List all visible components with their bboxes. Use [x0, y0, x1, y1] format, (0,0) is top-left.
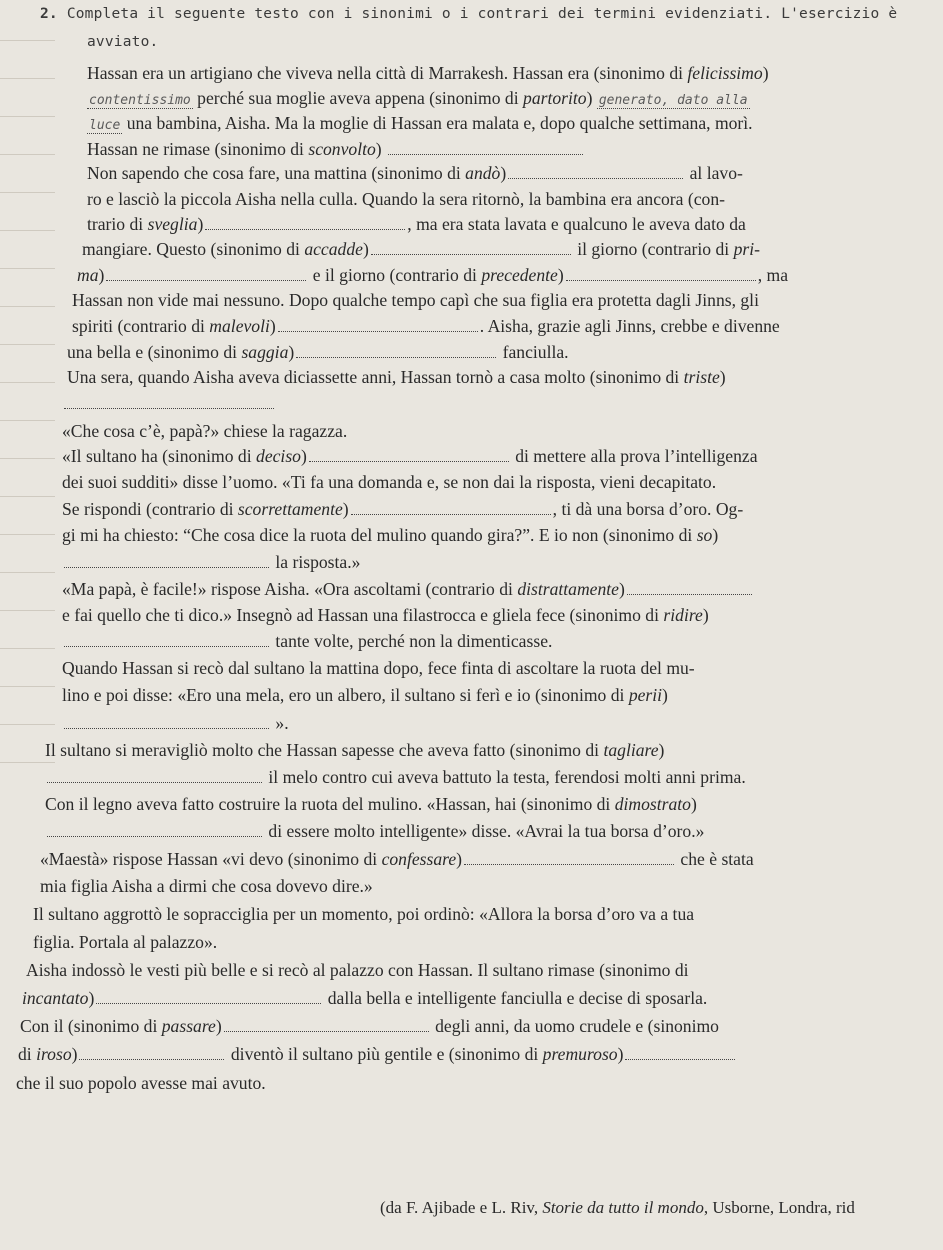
answer-blank[interactable] — [508, 164, 683, 179]
answer-blank[interactable]: generato, dato alla — [598, 93, 748, 108]
text-line: Hassan ne rimase (sinonimo di sconvolto) — [87, 138, 585, 160]
answer-blank[interactable] — [47, 822, 262, 837]
text-line: il melo contro cui aveva battuto la testa, ferendosi molti anni prima. — [45, 766, 746, 788]
text-line — [62, 392, 276, 414]
answer-blank[interactable] — [464, 850, 674, 865]
text-line: la risposta.» — [62, 551, 360, 573]
text-line: Con il (sinonimo di passare) degli anni, da uomo crudele e (sinonimo — [20, 1016, 719, 1036]
answer-blank[interactable] — [566, 266, 756, 281]
text-line: spiriti (contrario di malevoli) . Aisha, grazie agli Jinns, crebbe e divenne — [72, 316, 780, 336]
answer-blank[interactable] — [371, 240, 571, 255]
answer-blank[interactable] — [278, 317, 478, 332]
text-line: mia figlia Aisha a dirmi che cosa dovevo dire.» — [40, 876, 373, 896]
answer-blank[interactable] — [64, 714, 269, 729]
text-line: gi mi ha chiesto: “Che cosa dice la ruota del mulino quando gira?”. E io non (sinonimo di so) — [62, 525, 719, 545]
text-line: Quando Hassan si recò dal sultano la mattina dopo, fece finta di ascoltare la ruota del mu- — [62, 658, 695, 678]
text-line: Il sultano si meravigliò molto che Hassan sapesse che aveva fatto (sinonimo di tagliare) — [45, 740, 665, 760]
text-line: dei suoi sudditi» disse l’uomo. «Ti fa una domanda e, se non dai la risposta, vieni decapitato. — [62, 472, 717, 492]
text-line: incantato) dalla bella e intelligente fanciulla e decise di sposarla. — [22, 988, 708, 1008]
answer-blank[interactable] — [64, 394, 274, 409]
text-line: tante volte, perché non la dimenticasse. — [62, 630, 552, 652]
exercise-heading — [40, 4, 940, 50]
text-line: «Ma papà, è facile!» rispose Aisha. «Ora ascoltami (contrario di distrattamente) — [62, 578, 754, 600]
text-line: una bella e (sinonimo di saggia) fanciulla. — [67, 342, 569, 362]
answer-blank[interactable] — [351, 500, 551, 515]
text-line: ». — [62, 712, 289, 734]
text-line: Con il legno aveva fatto costruire la ruota del mulino. «Hassan, hai (sinonimo di dimostrato) — [45, 794, 697, 814]
text-line: Aisha indossò le vesti più belle e si recò al palazzo con Hassan. Il sultano rimase (sinonimo di — [26, 960, 689, 980]
text-line: di iroso) diventò il sultano più gentile e (sinonimo di premuroso) — [18, 1043, 737, 1065]
text-line: ma) e il giorno (contrario di precedente) , ma — [77, 265, 789, 285]
answer-blank[interactable] — [96, 989, 321, 1004]
text-line: Hassan non vide mai nessuno. Dopo qualche tempo capì che sua figlia era protetta dagli Jinns, gli — [72, 290, 759, 310]
exercise-instruction: Completa il seguente testo con i sinonimi o i contrari dei termini evidenziati. L'esercizio è — [66, 6, 898, 22]
answer-blank[interactable] — [47, 768, 262, 783]
text-line: e fai quello che ti dico.» Insegnò ad Hassan una filastrocca e gliela fece (sinonimo di ridire) — [62, 605, 709, 625]
answer-blank[interactable] — [296, 343, 496, 358]
text-line: «Il sultano ha (sinonimo di deciso) di mettere alla prova l’intelligenza — [62, 446, 758, 466]
text-line: trario di sveglia) , ma era stata lavata e qualcuno le aveva dato da — [87, 214, 746, 234]
text-line: contentissimo perché sua moglie aveva appena (sinonimo di partorito) generato, dato alla — [89, 88, 748, 108]
exercise-number: 2. — [40, 6, 58, 22]
text-line: lino e poi disse: «Ero una mela, ero un albero, il sultano si ferì e io (sinonimo di perii) — [62, 685, 668, 705]
text-line: Hassan era un artigiano che viveva nella città di Marrakesh. Hassan era (sinonimo di felicissimo) — [87, 63, 769, 83]
source-citation: (da F. Ajibade e L. Riv, Storie da tutto il mondo, Usborne, Londra, rid — [380, 1198, 855, 1217]
text-line: ro e lasciò la piccola Aisha nella culla. Quando la sera ritornò, la bambina era ancora (con- — [87, 189, 725, 209]
answer-blank[interactable] — [388, 140, 583, 155]
answer-blank[interactable] — [224, 1017, 429, 1032]
text-line: Una sera, quando Aisha aveva diciassette anni, Hassan tornò a casa molto (sinonimo di triste) — [67, 367, 726, 387]
answer-blank[interactable] — [309, 447, 509, 462]
exercise-instruction-cont: avviato. — [87, 34, 159, 50]
answer-blank[interactable] — [64, 632, 269, 647]
text-line: «Che cosa c’è, papà?» chiese la ragazza. — [62, 421, 348, 441]
text-line: figlia. Portala al palazzo». — [33, 932, 218, 952]
answer-blank[interactable] — [106, 266, 306, 281]
text-line: Se rispondi (contrario di scorrettamente) , ti dà una borsa d’oro. Og- — [62, 499, 744, 519]
text-line: Non sapendo che cosa fare, una mattina (sinonimo di andò) al lavo- — [87, 163, 743, 183]
answer-blank[interactable] — [625, 1045, 735, 1060]
text-line: che il suo popolo avesse mai avuto. — [16, 1073, 266, 1093]
text-line: luce una bambina, Aisha. Ma la moglie di Hassan era malata e, dopo qualche settimana, morì. — [89, 113, 753, 133]
answer-blank[interactable] — [64, 553, 269, 568]
answer-blank[interactable] — [79, 1045, 224, 1060]
answer-blank[interactable] — [627, 580, 752, 595]
answer-blank[interactable] — [205, 215, 405, 230]
text-line: mangiare. Questo (sinonimo di accadde) il giorno (contrario di pri- — [82, 239, 760, 259]
answer-blank[interactable]: luce — [89, 118, 121, 133]
answer-blank[interactable]: contentissimo — [89, 93, 191, 108]
text-line: Il sultano aggrottò le sopracciglia per un momento, poi ordinò: «Allora la borsa d’oro va a tua — [33, 904, 695, 924]
text-line: di essere molto intelligente» disse. «Avrai la tua borsa d’oro.» — [45, 820, 704, 842]
text-line: «Maestà» rispose Hassan «vi devo (sinonimo di confessare) che è stata — [40, 849, 754, 869]
